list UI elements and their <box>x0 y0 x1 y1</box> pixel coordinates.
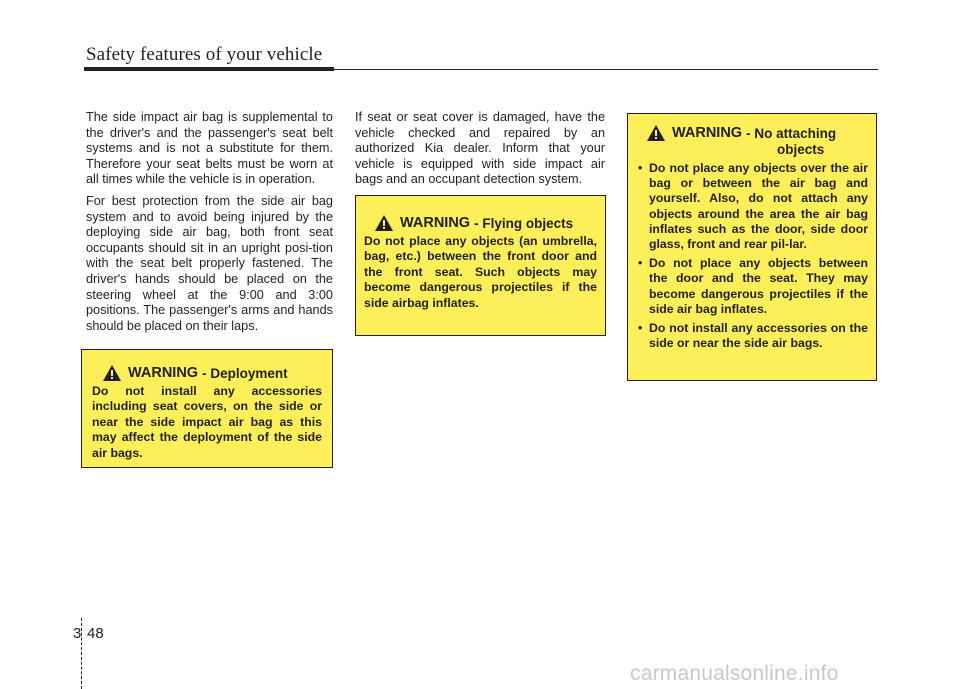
warning-title <box>374 214 597 232</box>
warning-box-deployment <box>81 349 333 468</box>
warning-triangle-icon <box>374 214 394 232</box>
bullet-icon: • <box>638 256 643 271</box>
col2-paragraph-1: If seat or seat cover is damaged, have the vehicle checked and repaired by an authorized Kia dealer. Inform that your vehicle is equipped with side impact air bags and an occupant detection system. <box>355 110 605 187</box>
column-1-text <box>86 110 333 340</box>
warning-title <box>102 364 322 382</box>
list-item <box>636 256 868 317</box>
warning-title <box>646 124 868 142</box>
list-item-text: Do not place any objects over the air bag or between the air bag and yourself. Also, do not attach any objects around the area the air bag inflates such as the door, side door glass, front and rear pil-lar. <box>649 161 868 252</box>
bullet-icon: • <box>638 321 643 336</box>
chapter-number: 3 <box>73 625 82 642</box>
warning-label: WARNING <box>400 215 471 231</box>
col1-paragraph-1: The side impact air bag is supplemental to the driver's and the passenger's seat belt systems and is not a substitute for them. Therefore your seat belts must be worn at all times while the vehicle is in operation. <box>86 110 333 187</box>
warning-label: WARNING <box>128 365 199 381</box>
warning-triangle-icon <box>102 364 122 382</box>
list-item <box>636 321 868 351</box>
warning-title-wrap <box>646 124 868 158</box>
bullet-icon: • <box>638 161 643 175</box>
list-item-text: Do not place any objects between the door and the seat. They may become dangerous projectiles if the side air bag inflates. <box>649 256 868 316</box>
header-rule-thin <box>334 69 878 70</box>
page-number: 48 <box>87 625 104 642</box>
list-item-text: Do not install any accessories on the side or near the side air bags. <box>649 321 868 351</box>
header-rule-thick <box>84 67 334 71</box>
warning-body: Do not place any objects (an umbrella, bag, etc.) between the front door and the front seat. Such objects may become dangerous projectiles if the side airbag inflates. <box>364 234 597 310</box>
warning-subtitle: - Deployment <box>202 366 288 381</box>
warning-label: WARNING <box>672 125 743 141</box>
watermark: carmanualsonline.info <box>630 662 839 685</box>
warning-box-no-attaching-objects <box>627 113 877 381</box>
warning-body: Do not install any accessories including seat covers, on the side or near the side impact air bag as this may affect the deployment of the side air bags. <box>92 384 322 460</box>
warning-triangle-icon <box>646 124 666 142</box>
warning-subtitle: - No attaching <box>746 126 837 141</box>
warning-subtitle: - Flying objects <box>474 216 574 231</box>
list-item <box>636 161 868 252</box>
warning-box-flying-objects <box>355 195 606 336</box>
warning-subtitle-line-2: objects <box>777 142 825 157</box>
page-header-title: Safety features of your vehicle <box>86 44 323 65</box>
warning-list <box>636 161 868 351</box>
col1-paragraph-2: For best protection from the side air bag system and to avoid being injured by the deploying side air bag, both front seat occupants should sit in an upright posi-tion with the seat belt properly fastened. The driver's hands should be placed on the steering wheel at the 9:00 and 3:00 positions. The passenger's arms and hands should be placed on their laps. <box>86 193 333 333</box>
column-2-text <box>355 110 605 194</box>
